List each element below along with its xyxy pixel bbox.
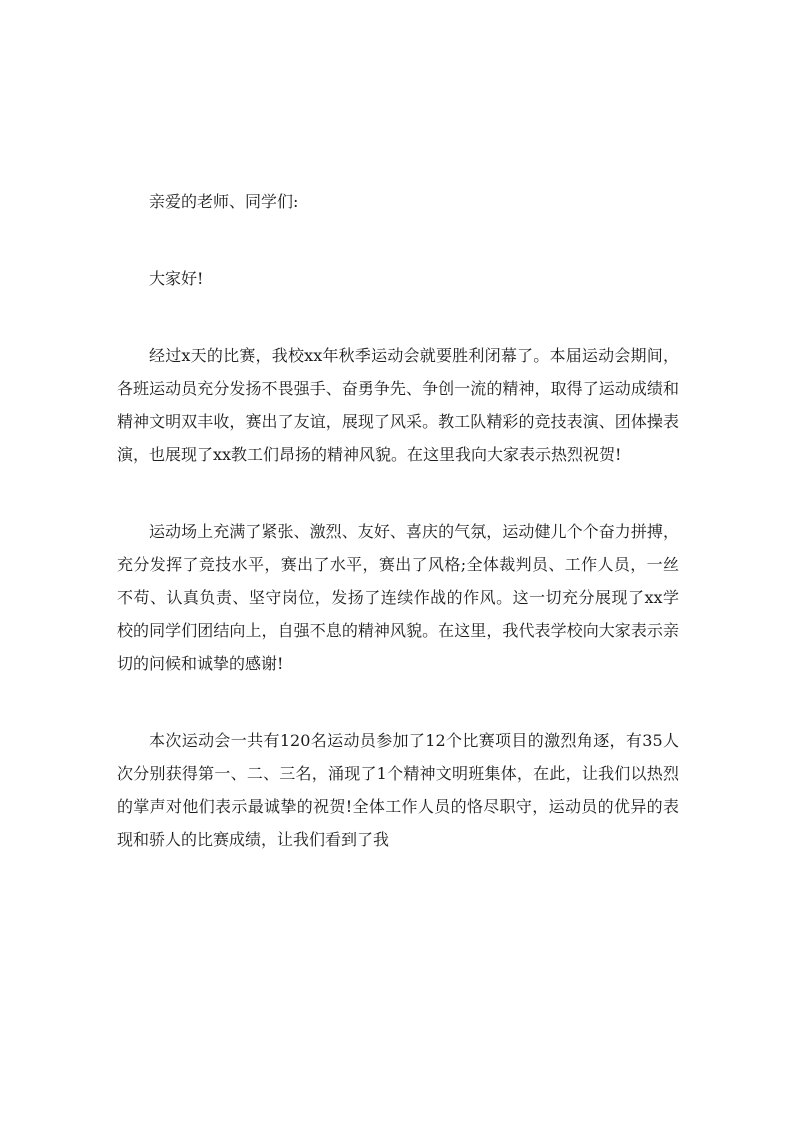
document-page — [117, 185, 679, 856]
paragraph-3: 本次运动会一共有120名运动员参加了12个比赛项目的激烈角逐，有35人次分别获得第一、二、三名，涌现了1个精神文明班集体，在此，让我们以热烈的掌声对他们表示最诚挚的祝贺!全体工作人员的恪尽职守，运动员的优异的表现和骄人的比赛成绩，让我们看到了我 — [117, 731, 679, 849]
paragraph-2: 运动场上充满了紧张、激烈、友好、喜庆的气氛，运动健儿个个奋力拼搏，充分发挥了竞技水平，赛出了水平，赛出了风格;全体裁判员、工作人员，一丝不苟、认真负责、坚守岗位，发扬了连续作战的作风。这一切充分展现了xx学校的同学们团结向上，自强不息的精神风貌。在这里，我代表学校向大家表示亲切的问候和诚挚的感谢! — [117, 522, 679, 673]
greeting: 大家好! — [149, 269, 204, 288]
salutation: 亲爱的老师、同学们: — [149, 192, 299, 211]
paragraph-1: 经过x天的比赛，我校xx年秋季运动会就要胜利闭幕了。本届运动会期间，各班运动员充分发扬不畏强手、奋勇争先、争创一流的精神，取得了运动成绩和精神文明双丰收，赛出了友谊，展现了风采。教工队精彩的竞技表演、团体操表演，也展现了xx教工们昂扬的精神风貌。在这里我向大家表示热烈祝贺! — [117, 346, 679, 464]
